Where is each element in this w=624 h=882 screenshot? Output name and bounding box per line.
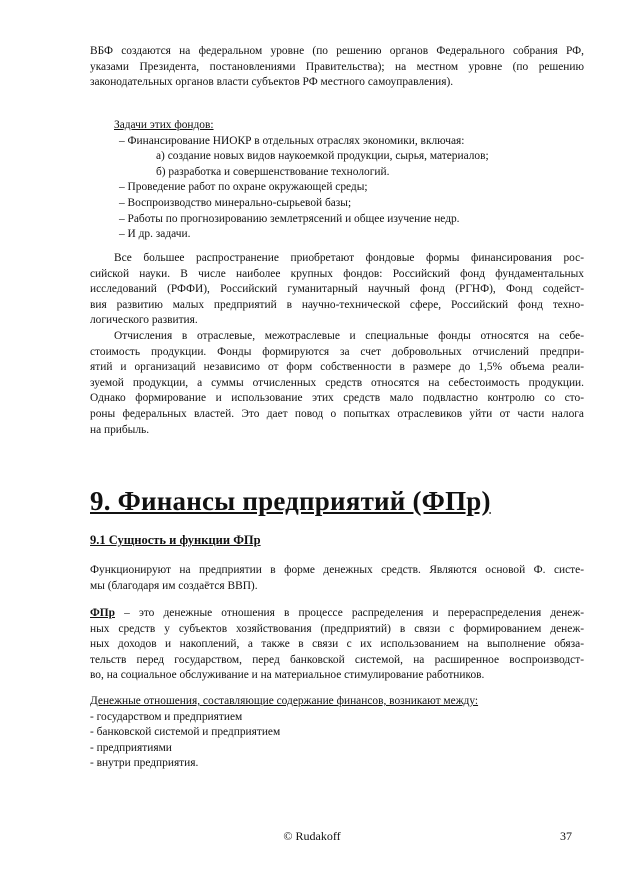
subsection-title: 9.1 Сущность и функции ФПр [90,533,261,547]
definition-term: ФПр [90,607,115,619]
task-item: – Воспроизводство минерально-сырьевой базы; [119,196,352,209]
intro-line: законодательных органов власти субъектов РФ местного самоуправления). [90,76,454,89]
paragraph-line: Функционируют на предприятии в форме денежных средств. Являются основой Ф. систе- [90,564,584,576]
list-item: - государством и предприятием [90,710,243,723]
paragraph-line: сийской науки. В числе наиболее крупных фондов: Российский фонд фундаментальных [90,267,584,280]
list-item: - внутри предприятия. [90,757,199,770]
definition-line: тельств перед государством, перед банковской системой, на расширенное воспроизводст- [90,653,584,666]
paragraph-line: роны федеральных властей. Это дает повод о попытках отраслевиков уйти от части налога [90,407,584,420]
definition-line: ных доходов и накоплений, а также в связи с их использованием на выполнение обяза- [90,638,584,651]
intro-line: ВБФ создаются на федеральном уровне (по решению органов Федерального собрания РФ, [90,45,584,57]
paragraph-line: зуемой продукции, а суммы отчисленных средств относятся на себестоимость продукции. [90,376,584,389]
relations-list [90,694,584,772]
paragraph-line: Все большее распространение приобретают фондовые формы финансирования рос- [114,252,584,264]
section-title: 9. Финансы предприятий (ФПр) [90,486,491,516]
paragraph-line: логического развития. [90,314,198,327]
paragraph-functioning [90,563,584,594]
paragraph-line: на прибыль. [90,423,150,436]
task-item: – Финансирование НИОКР в отдельных отраслях экономики, включая: [119,134,465,147]
intro-line: указами Президента, постановлениями Правительства); на местном уровне (по решению [90,60,584,73]
paragraph-line: вия развитию малых предприятий в научно-технической сфере, Российский фонд техно- [90,298,584,311]
page-number: 37 [560,829,572,843]
relations-heading: Денежные отношения, составляющие содержание финансов, возникают между: [90,695,479,707]
task-item: – Работы по прогнозированию землетрясений и общее изучение недр. [119,212,460,225]
definition-line: ФПр – это денежные отношения в процессе распределения и перераспределения денеж- [90,607,584,619]
task-item: – И др. задачи. [119,228,191,241]
paragraph-line: мы (благодаря им создаётся ВВП). [90,579,258,592]
paragraph-funds [90,251,584,329]
tasks-heading: Задачи этих фондов: [114,119,214,131]
task-subitem: а) создание новых видов наукоемкой продукции, сырья, материалов; [156,150,489,163]
paragraph-line: ятий и организаций независимо от форм собственности в размере до 1,5% объема реали- [90,361,584,374]
paragraph-deductions [90,329,584,438]
definition-line: во, на социальное обслуживание и на материальное стимулирование работников. [90,669,485,682]
definition-paragraph [90,606,584,684]
paragraph-line: Однако формирование и использование этих средств мало подвластно контролю со сто- [90,392,584,405]
intro-paragraph [90,44,584,91]
list-item: - предприятиями [90,741,172,754]
paragraph-line: стоимость продукции. Фонды формируются за счет добровольных отчислений предпри- [90,345,584,358]
tasks-list [90,118,584,243]
footer-copyright: © Rudakoff [283,829,341,843]
list-item: - банковской системой и предприятием [90,726,281,739]
task-item: – Проведение работ по охране окружающей среды; [119,181,368,194]
definition-line: ных средств у субъектов хозяйствования (предприятий) в связи с формированием денеж- [90,622,584,635]
task-subitem: б) разработка и совершенствование технологий. [156,165,390,178]
paragraph-line: Отчисления в отраслевые, межотраслевые и специальные фонды относятся на себе- [114,330,584,342]
paragraph-line: исследований (РФФИ), Российский гуманитарный научный фонд (РГНФ), Фонд содейст- [90,283,584,296]
